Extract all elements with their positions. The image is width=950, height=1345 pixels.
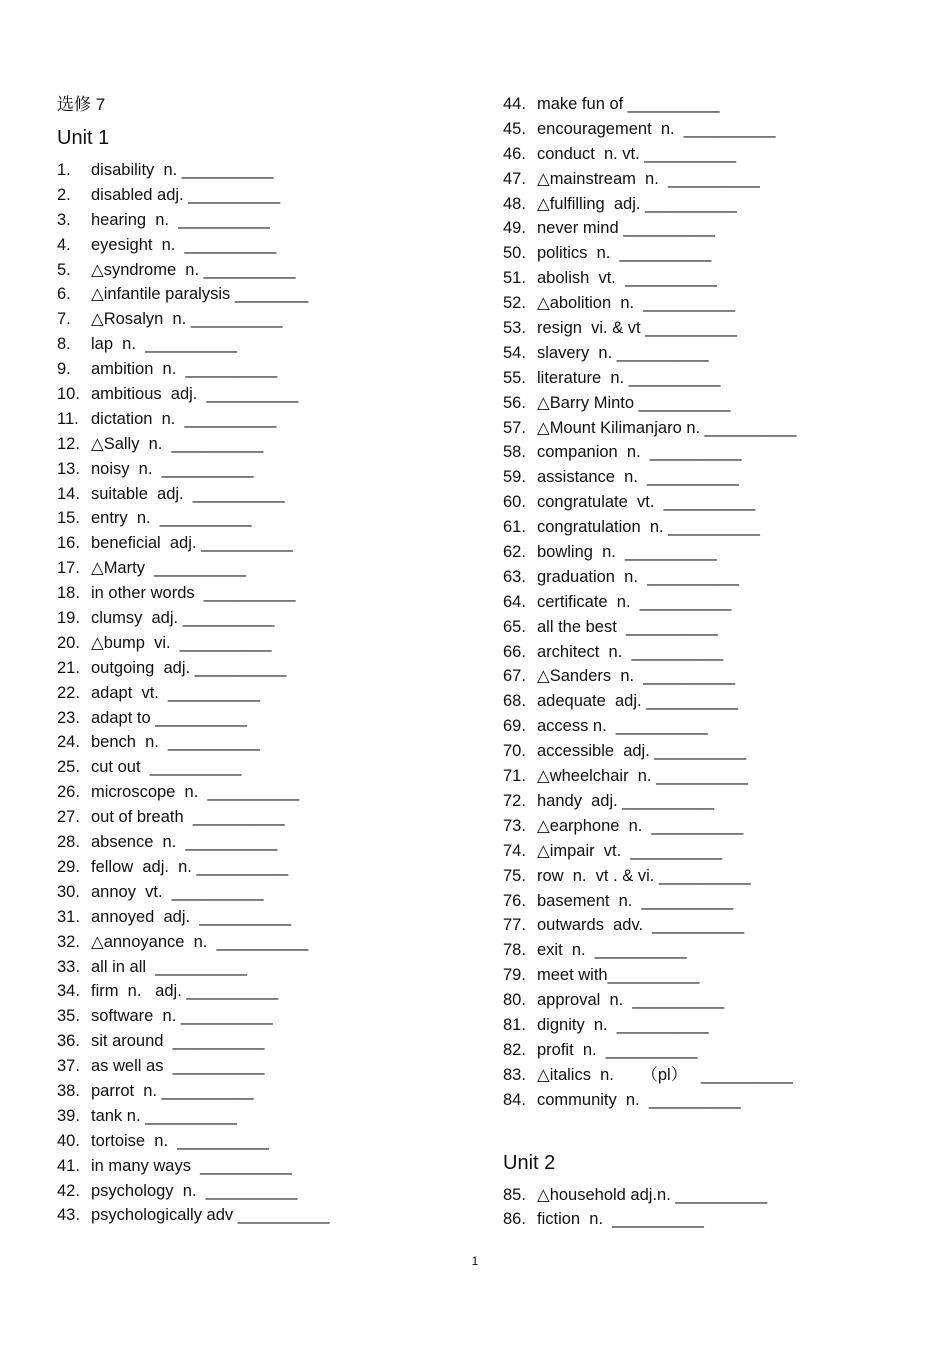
item-text: fellow adj. n. __________ <box>91 857 289 876</box>
vocab-item <box>503 889 933 914</box>
item-number: 70. <box>503 742 526 761</box>
vocab-item <box>503 92 933 117</box>
vocab-item <box>57 282 467 307</box>
vocab-item <box>503 142 933 167</box>
item-number: 75. <box>503 866 526 885</box>
vocab-item <box>57 1079 467 1104</box>
item-number: 2. <box>57 185 71 204</box>
vocab-item <box>503 714 933 739</box>
vocab-item <box>57 780 467 805</box>
vocab-item <box>57 233 467 258</box>
item-text: companion n. __________ <box>537 443 742 462</box>
item-number: 22. <box>57 683 80 702</box>
vocab-item <box>503 117 933 142</box>
vocab-item <box>57 506 467 531</box>
vocab-item <box>57 482 467 507</box>
vocab-item <box>57 556 467 581</box>
item-text: ambition n. __________ <box>91 360 278 379</box>
vocab-item <box>503 689 933 714</box>
item-number: 68. <box>503 692 526 711</box>
item-number: 69. <box>503 717 526 736</box>
item-number: 58. <box>503 443 526 462</box>
item-number: 14. <box>57 484 80 503</box>
vocab-item <box>503 316 933 341</box>
item-number: 12. <box>57 434 80 453</box>
vocab-item <box>503 814 933 839</box>
item-text: hearing n. __________ <box>91 210 270 229</box>
item-text: △Sanders n. __________ <box>537 667 736 686</box>
vocab-item <box>57 855 467 880</box>
item-text: △abolition n. __________ <box>537 294 736 313</box>
vocab-item <box>503 167 933 192</box>
item-text: adequate adj. __________ <box>537 692 738 711</box>
vocab-item <box>57 706 467 731</box>
vocab-item <box>57 656 467 681</box>
vocab-item <box>57 581 467 606</box>
item-number: 55. <box>503 368 526 387</box>
right-column <box>503 92 933 1232</box>
item-text: outgoing adj. __________ <box>91 658 287 677</box>
item-text: psychologically adv __________ <box>91 1206 330 1225</box>
item-number: 60. <box>503 493 526 512</box>
item-number: 36. <box>57 1032 80 1051</box>
item-number: 5. <box>57 260 71 279</box>
vocab-item <box>57 1054 467 1079</box>
item-number: 79. <box>503 966 526 985</box>
item-number: 34. <box>57 982 80 1001</box>
item-text: in other words __________ <box>91 584 296 603</box>
item-number: 81. <box>503 1015 526 1034</box>
item-number: 9. <box>57 360 71 379</box>
vocab-item <box>503 1088 933 1113</box>
item-number: 44. <box>503 95 526 113</box>
vocab-item <box>57 158 467 183</box>
item-number: 73. <box>503 816 526 835</box>
item-number: 77. <box>503 916 526 935</box>
item-number: 65. <box>503 617 526 636</box>
item-text: assistance n. __________ <box>537 468 739 487</box>
item-text: literature n. __________ <box>537 368 721 387</box>
left-column <box>57 92 467 1228</box>
item-text: cut out __________ <box>91 758 242 777</box>
vocab-item <box>503 1183 933 1208</box>
vocab-item <box>503 640 933 665</box>
item-number: 33. <box>57 957 80 976</box>
item-number: 64. <box>503 592 526 611</box>
item-number: 71. <box>503 767 526 786</box>
item-text: △Mount Kilimanjaro n. __________ <box>537 418 797 437</box>
item-number: 38. <box>57 1081 80 1100</box>
item-number: 47. <box>503 169 526 188</box>
unit1-heading: Unit 1 <box>57 127 110 149</box>
vocab-item <box>503 789 933 814</box>
vocab-item <box>57 631 467 656</box>
item-text: software n. __________ <box>91 1007 273 1026</box>
vocab-item <box>57 1179 467 1204</box>
vocab-item <box>503 490 933 515</box>
book-title: 选修 7 <box>57 95 106 114</box>
item-number: 57. <box>503 418 526 437</box>
item-text: clumsy adj. __________ <box>91 609 275 628</box>
item-text: lap n. __________ <box>91 335 237 354</box>
item-text: beneficial adj. __________ <box>91 534 293 553</box>
item-text: △Rosalyn n. __________ <box>91 310 283 329</box>
item-text: eyesight n. __________ <box>91 235 277 254</box>
item-text: psychology n. __________ <box>91 1181 298 1200</box>
vocab-list-left <box>57 158 467 1228</box>
vocab-item <box>57 1029 467 1054</box>
item-number: 74. <box>503 841 526 860</box>
item-text: accessible adj. __________ <box>537 742 747 761</box>
item-number: 29. <box>57 857 80 876</box>
item-text: △syndrome n. __________ <box>91 260 296 279</box>
vocab-item <box>57 432 467 457</box>
item-text: sit around __________ <box>91 1032 265 1051</box>
item-number: 18. <box>57 584 80 603</box>
vocab-item <box>503 988 933 1013</box>
vocab-item <box>57 1004 467 1029</box>
item-number: 6. <box>57 285 71 304</box>
item-number: 41. <box>57 1156 80 1175</box>
item-text: profit n. __________ <box>537 1040 698 1059</box>
item-text: tank n. __________ <box>91 1106 237 1125</box>
item-number: 39. <box>57 1106 80 1125</box>
item-number: 51. <box>503 269 526 288</box>
vocab-item <box>503 216 933 241</box>
vocab-item <box>57 407 467 432</box>
page-number: 1 <box>471 1254 479 1268</box>
vocab-item <box>57 681 467 706</box>
item-number: 61. <box>503 518 526 537</box>
vocab-item <box>503 266 933 291</box>
vocab-item <box>503 664 933 689</box>
vocab-item <box>503 590 933 615</box>
vocab-list-unit2 <box>503 1183 933 1233</box>
item-text: ambitious adj. __________ <box>91 385 299 404</box>
item-number: 54. <box>503 343 526 362</box>
item-number: 42. <box>57 1181 80 1200</box>
vocab-item <box>57 183 467 208</box>
item-text: slavery n. __________ <box>537 343 709 362</box>
vocab-item <box>503 192 933 217</box>
item-number: 52. <box>503 294 526 313</box>
vocab-item <box>57 357 467 382</box>
vocab-item <box>57 1154 467 1179</box>
item-text: all in all __________ <box>91 957 247 976</box>
item-text: adapt to __________ <box>91 708 247 727</box>
item-number: 26. <box>57 783 80 802</box>
item-number: 31. <box>57 907 80 926</box>
vocab-item <box>503 938 933 963</box>
item-text: annoyed adj. __________ <box>91 907 292 926</box>
item-number: 11. <box>57 409 79 428</box>
unit2-heading: Unit 2 <box>503 1151 556 1174</box>
item-number: 67. <box>503 667 526 686</box>
item-number: 84. <box>503 1090 526 1109</box>
vocab-item <box>57 457 467 482</box>
item-text: meet with__________ <box>537 966 700 985</box>
item-text: bowling n. __________ <box>537 543 717 562</box>
item-number: 13. <box>57 459 80 478</box>
vocab-item <box>57 730 467 755</box>
item-text: out of breath __________ <box>91 808 285 827</box>
item-number: 50. <box>503 244 526 263</box>
vocab-item <box>503 839 933 864</box>
vocab-item <box>503 241 933 266</box>
item-text: all the best __________ <box>537 617 718 636</box>
vocab-item <box>503 1207 933 1232</box>
item-number: 78. <box>503 941 526 960</box>
item-number: 83. <box>503 1065 526 1084</box>
item-text: handy adj. __________ <box>537 791 715 810</box>
item-text: △infantile paralysis ________ <box>91 285 309 304</box>
item-text: fiction n. __________ <box>537 1210 704 1229</box>
item-number: 20. <box>57 633 80 652</box>
vocab-item <box>57 332 467 357</box>
item-text: △Barry Minto __________ <box>537 393 731 412</box>
vocab-item <box>503 739 933 764</box>
vocab-item <box>503 615 933 640</box>
vocab-item <box>57 979 467 1004</box>
item-text: △Sally n. __________ <box>91 434 264 453</box>
item-number: 63. <box>503 567 526 586</box>
item-text: annoy vt. __________ <box>91 882 264 901</box>
vocab-item <box>57 955 467 980</box>
vocab-item <box>503 1063 933 1088</box>
item-number: 23. <box>57 708 80 727</box>
item-text: △fulfilling adj. __________ <box>537 194 737 213</box>
item-number: 25. <box>57 758 80 777</box>
vocab-item <box>57 1203 467 1228</box>
item-number: 7. <box>57 310 71 329</box>
item-text: △wheelchair n. __________ <box>537 767 748 786</box>
vocab-item <box>57 1129 467 1154</box>
vocab-item <box>57 1104 467 1129</box>
item-number: 16. <box>57 534 80 553</box>
item-text: firm n. adj. __________ <box>91 982 279 1001</box>
item-number: 30. <box>57 882 80 901</box>
item-number: 19. <box>57 609 80 628</box>
item-text: never mind __________ <box>537 219 715 238</box>
vocab-item <box>503 540 933 565</box>
item-number: 35. <box>57 1007 80 1026</box>
item-number: 8. <box>57 335 71 354</box>
item-text: resign vi. & vt __________ <box>537 319 737 338</box>
item-number: 76. <box>503 891 526 910</box>
vocab-item <box>57 606 467 631</box>
item-number: 32. <box>57 932 80 951</box>
item-number: 86. <box>503 1210 526 1229</box>
vocab-item <box>57 805 467 830</box>
item-number: 1. <box>57 161 71 179</box>
vocab-item <box>503 913 933 938</box>
item-number: 45. <box>503 119 526 138</box>
item-number: 15. <box>57 509 80 528</box>
vocab-item <box>503 963 933 988</box>
item-text: disabled adj. __________ <box>91 185 281 204</box>
item-number: 66. <box>503 642 526 661</box>
vocab-item <box>503 465 933 490</box>
vocab-item <box>503 864 933 889</box>
item-number: 62. <box>503 543 526 562</box>
item-number: 24. <box>57 733 80 752</box>
item-number: 59. <box>503 468 526 487</box>
item-number: 80. <box>503 991 526 1010</box>
vocab-item <box>503 764 933 789</box>
item-text: △italics n. （pl） __________ <box>537 1065 793 1084</box>
item-text: congratulate vt. __________ <box>537 493 756 512</box>
item-text: adapt vt. __________ <box>91 683 260 702</box>
item-text: as well as __________ <box>91 1057 265 1076</box>
item-text: approval n. __________ <box>537 991 725 1010</box>
item-text: disability n. __________ <box>91 161 274 179</box>
item-text: architect n. __________ <box>537 642 724 661</box>
item-number: 56. <box>503 393 526 412</box>
item-number: 43. <box>57 1206 80 1225</box>
item-number: 17. <box>57 559 80 578</box>
item-number: 27. <box>57 808 80 827</box>
item-text: △household adj.n. __________ <box>537 1185 768 1204</box>
vocab-item <box>503 1013 933 1038</box>
item-text: parrot n. __________ <box>91 1081 254 1100</box>
item-number: 48. <box>503 194 526 213</box>
item-text: absence n. __________ <box>91 833 278 852</box>
vocab-item <box>503 341 933 366</box>
vocab-item <box>57 930 467 955</box>
item-number: 82. <box>503 1040 526 1059</box>
vocab-item <box>503 391 933 416</box>
item-number: 72. <box>503 791 526 810</box>
vocab-item <box>57 905 467 930</box>
item-text: certificate n. __________ <box>537 592 732 611</box>
vocab-list-right <box>503 92 933 1113</box>
item-number: 49. <box>503 219 526 238</box>
vocab-item <box>503 565 933 590</box>
item-text: exit n. __________ <box>537 941 687 960</box>
item-text: row n. vt . & vi. __________ <box>537 866 751 885</box>
item-text: basement n. __________ <box>537 891 734 910</box>
item-text: microscope n. __________ <box>91 783 300 802</box>
item-text: congratulation n. __________ <box>537 518 760 537</box>
item-text: conduct n. vt. __________ <box>537 144 737 163</box>
vocab-item <box>503 366 933 391</box>
item-text: △bump vi. __________ <box>91 633 272 652</box>
item-text: △earphone n. __________ <box>537 816 744 835</box>
item-text: make fun of __________ <box>537 95 720 113</box>
item-text: dignity n. __________ <box>537 1015 709 1034</box>
item-text: dictation n. __________ <box>91 409 277 428</box>
item-text: in many ways __________ <box>91 1156 292 1175</box>
item-text: △Marty __________ <box>91 559 246 578</box>
item-text: △impair vt. __________ <box>537 841 723 860</box>
vocab-item <box>57 880 467 905</box>
item-text: △mainstream n. __________ <box>537 169 760 188</box>
vocab-item <box>503 291 933 316</box>
item-number: 4. <box>57 235 71 254</box>
item-text: abolish vt. __________ <box>537 269 717 288</box>
vocab-item <box>503 515 933 540</box>
item-number: 40. <box>57 1131 80 1150</box>
vocab-item <box>503 1038 933 1063</box>
item-text: suitable adj. __________ <box>91 484 285 503</box>
item-text: access n. __________ <box>537 717 708 736</box>
vocab-item <box>57 830 467 855</box>
item-text: graduation n. __________ <box>537 567 739 586</box>
item-number: 3. <box>57 210 71 229</box>
item-text: community n. __________ <box>537 1090 741 1109</box>
item-number: 37. <box>57 1057 80 1076</box>
item-number: 85. <box>503 1185 526 1204</box>
vocab-item <box>57 382 467 407</box>
item-number: 46. <box>503 144 526 163</box>
item-number: 10. <box>57 385 80 404</box>
item-text: tortoise n. __________ <box>91 1131 269 1150</box>
vocab-item <box>503 440 933 465</box>
item-number: 21. <box>57 658 80 677</box>
item-text: encouragement n. __________ <box>537 119 776 138</box>
item-number: 53. <box>503 319 526 338</box>
item-number: 28. <box>57 833 80 852</box>
item-text: entry n. __________ <box>91 509 252 528</box>
vocab-item <box>57 258 467 283</box>
item-text: outwards adv. __________ <box>537 916 745 935</box>
item-text: △annoyance n. __________ <box>91 932 309 951</box>
vocab-item <box>57 531 467 556</box>
vocab-item <box>57 755 467 780</box>
item-text: bench n. __________ <box>91 733 260 752</box>
vocab-item <box>57 208 467 233</box>
vocab-item <box>503 416 933 441</box>
item-text: politics n. __________ <box>537 244 712 263</box>
item-text: noisy n. __________ <box>91 459 254 478</box>
vocab-item <box>57 307 467 332</box>
